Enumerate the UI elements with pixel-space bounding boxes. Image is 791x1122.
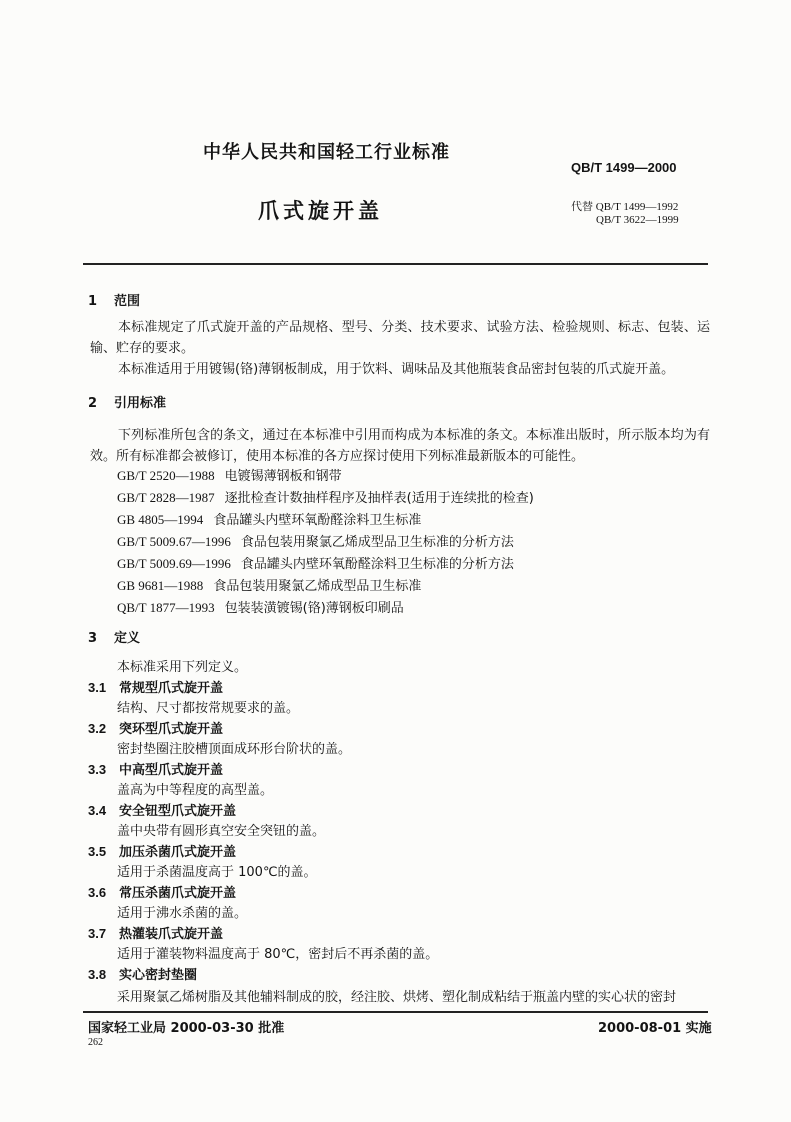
definition-text: 适用于沸水杀菌的盖。 xyxy=(117,906,248,921)
page-number: 262 xyxy=(88,1037,103,1048)
definition-text: 盖中央带有圆形真空安全突钮的盖。 xyxy=(117,824,326,839)
definition-term: 3.2 突环型爪式旋开盖 xyxy=(88,721,224,737)
section-title: 引用标准 xyxy=(114,396,167,411)
definition-term: 3.7 热灌装爪式旋开盖 xyxy=(88,926,224,942)
section-1-heading xyxy=(88,290,140,309)
definition-term: 3.6 常压杀菌爪式旋开盖 xyxy=(88,885,237,901)
footer-divider xyxy=(83,1011,708,1013)
definition-text: 结构、尺寸都按常规要求的盖。 xyxy=(117,701,300,716)
section-1-paragraph-1: 本标准规定了爪式旋开盖的产品规格、型号、分类、技术要求、试验方法、检验规则、标志、包装、运输、贮存的要求。 xyxy=(90,320,710,356)
section-2-paragraph: 下列标准所包含的条文，通过在本标准中引用而构成为本标准的条文。本标准出版时，所示版本均为有效。所有标准都会被修订，使用本标准的各方应探讨使用下列标准最新版本的可能性。 xyxy=(90,428,710,464)
section-number: 3 xyxy=(88,631,98,646)
definition-text: 采用聚氯乙烯树脂及其他辅料制成的胶，经注胶、烘烤、塑化制成粘结于瓶盖内壁的实心状的密封 xyxy=(117,990,677,1005)
document-title: 爪式旋开盖 xyxy=(258,199,383,223)
reference-item: GB/T 2520—1988 电镀锡薄钢板和钢带 xyxy=(117,468,342,484)
reference-item: GB 4805—1994 食品罐头内壁环氧酚醛涂料卫生标准 xyxy=(117,512,422,528)
approval-line: 国家轻工业局 2000-03-30 批准 xyxy=(88,1021,285,1036)
reference-item: GB/T 2828—1987 逐批检查计数抽样程序及抽样表(适用于连续批的检查) xyxy=(117,490,534,506)
section-title: 定义 xyxy=(114,631,141,646)
section-title: 范围 xyxy=(114,294,141,309)
standard-number: QB/T 1499—2000 xyxy=(571,160,677,175)
definition-text: 适用于灌装物料温度高于 80℃，密封后不再杀菌的盖。 xyxy=(117,947,439,962)
definition-term: 3.8 实心密封垫圈 xyxy=(88,967,198,983)
definition-text: 盖高为中等程度的高型盖。 xyxy=(117,783,274,798)
implementation-date: 2000-08-01 实施 xyxy=(598,1021,712,1036)
section-2-heading xyxy=(88,392,166,411)
section-3-heading xyxy=(88,627,140,646)
replaces-line-2: QB/T 3622—1999 xyxy=(596,214,679,226)
definition-text: 适用于杀菌温度高于 100℃的盖。 xyxy=(117,865,317,880)
section-3-intro: 本标准采用下列定义。 xyxy=(117,660,248,675)
section-number: 1 xyxy=(88,294,98,309)
reference-item: GB/T 5009.69—1996 食品罐头内壁环氧酚醛涂料卫生标准的分析方法 xyxy=(117,556,514,572)
definition-text: 密封垫圈注胶槽顶面成环形台阶状的盖。 xyxy=(117,742,352,757)
replaces-line-1: 代替 QB/T 1499—1992 xyxy=(571,201,679,213)
definition-term: 3.4 安全钮型爪式旋开盖 xyxy=(88,803,237,819)
section-1-paragraph-2: 本标准适用于用镀锡(铬)薄钢板制成，用于饮料、调味品及其他瓶装食品密封包装的爪式旋开盖。 xyxy=(118,362,675,377)
section-number: 2 xyxy=(88,396,98,411)
reference-item: QB/T 1877—1993 包装装潢镀锡(铬)薄钢板印刷品 xyxy=(117,600,404,616)
header-divider xyxy=(83,263,708,265)
definition-term: 3.5 加压杀菌爪式旋开盖 xyxy=(88,844,237,860)
reference-item: GB 9681—1988 食品包装用聚氯乙烯成型品卫生标准 xyxy=(117,578,422,594)
definition-term: 3.3 中高型爪式旋开盖 xyxy=(88,762,224,778)
standard-category-title: 中华人民共和国轻工行业标准 xyxy=(203,142,450,163)
replaces-block xyxy=(571,201,679,227)
definition-term: 3.1 常规型爪式旋开盖 xyxy=(88,680,224,696)
reference-item: GB/T 5009.67—1996 食品包装用聚氯乙烯成型品卫生标准的分析方法 xyxy=(117,534,514,550)
